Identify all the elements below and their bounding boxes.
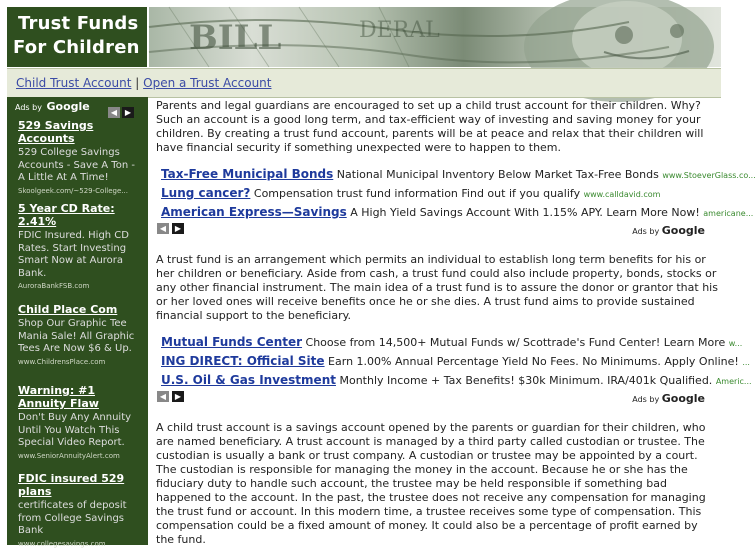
- inline-ad-title[interactable]: ING DIRECT: Official Site: [161, 354, 325, 368]
- inline-ad-title[interactable]: U.S. Oil & Gas Investment: [161, 373, 336, 387]
- inline-ad-url[interactable]: www.StoeverGlass.co...: [662, 171, 756, 180]
- inline-ad[interactable]: [161, 205, 754, 219]
- inline-ad-title[interactable]: American Express—Savings: [161, 205, 347, 219]
- sidebar-ad-desc: FDIC Insured. High CD Rates. Start Investing Smart Now at Aurora Bank.: [18, 230, 129, 279]
- inline-ad-desc: Choose from 14,500+ Mutual Funds w/ Scottrade's Fund Center! Learn More: [305, 336, 726, 349]
- inline-ad-url[interactable]: americane...: [703, 209, 754, 218]
- prev-arrow-icon[interactable]: ◀: [157, 391, 169, 402]
- article-paragraph: A trust fund is an arrangement which permits an individual to establish long term benefits for his or her children or beneficiary. Aside from cash, a trust fund could also include property, bonds, stocks or any other financial instrument. The main idea of a trust fund is to assure the donor or grantor that his or her loved ones will receive benefits once he or she dies. A trust fund aims to provide sustained financial support to the beneficiary.: [156, 253, 718, 322]
- nav-link-child-trust-account[interactable]: Child Trust Account: [16, 76, 132, 90]
- inline-ad-url[interactable]: www.calldavid.com: [583, 190, 661, 199]
- ads-by-google-label[interactable]: [15, 100, 90, 113]
- inline-ad-url[interactable]: w...: [728, 339, 743, 348]
- sidebar-ad[interactable]: [18, 119, 140, 195]
- nav-bar: [7, 68, 721, 98]
- sidebar-ad-desc: Shop Our Graphic Tee Mania Sale! All Graphic Tees Are Now $6 & Up.: [18, 318, 135, 355]
- ad-nav-bar: [157, 223, 705, 237]
- inline-ad-desc: A High Yield Savings Account With 1.15% APY. Learn More Now!: [350, 206, 700, 219]
- google-logo: Google: [661, 392, 705, 405]
- inline-ad-desc: National Municipal Inventory Below Market Tax-Free Bonds: [336, 168, 659, 181]
- sidebar-ad-title[interactable]: Warning: #1 Annuity Flaw: [18, 384, 99, 410]
- ads-by-text: Ads by: [632, 395, 660, 404]
- sidebar-ad-title[interactable]: Child Place Com: [18, 303, 118, 316]
- google-logo: Google: [661, 224, 705, 237]
- site-title-line1: Trust Funds: [18, 13, 139, 34]
- page-header: [0, 0, 727, 68]
- site-logo[interactable]: [7, 7, 147, 67]
- inline-ad-url[interactable]: Americ...: [715, 377, 752, 386]
- sidebar-ad-desc: 529 College Savings Accounts - Save A Ton - A Little At A Time!: [18, 147, 135, 184]
- sidebar-ad[interactable]: [18, 384, 140, 460]
- ad-nav-bar: [157, 391, 705, 405]
- inline-ad-desc: Monthly Income + Tax Benefits! $30k Minimum. IRA/401k Qualified.: [339, 374, 713, 387]
- inline-ad[interactable]: [161, 335, 743, 349]
- sidebar-ad[interactable]: [18, 202, 140, 290]
- inline-ad-title[interactable]: Mutual Funds Center: [161, 335, 303, 349]
- sidebar-ad-desc: Don't Buy Any Annuity Until You Watch This Special Video Report.: [18, 412, 132, 449]
- next-arrow-icon[interactable]: ▶: [172, 391, 184, 402]
- inline-ad[interactable]: [161, 373, 752, 387]
- sidebar-ad-url[interactable]: Skoolgeek.com/~529-College...: [18, 186, 128, 195]
- inline-ad-title[interactable]: Tax-Free Municipal Bonds: [161, 167, 334, 181]
- sidebar-ad[interactable]: [18, 472, 140, 548]
- sidebar-ad-url[interactable]: AuroraBankFSB.com: [18, 282, 90, 291]
- sidebar-ads: [7, 97, 148, 548]
- ads-by-google-label[interactable]: [632, 392, 705, 407]
- inline-ad-desc: Earn 1.00% Annual Percentage Yield No Fees. No Minimums. Apply Online!: [328, 355, 739, 368]
- google-logo: Google: [46, 100, 90, 113]
- sidebar-ad-url[interactable]: www.ChildrensPlace.com: [18, 357, 106, 366]
- inline-ad-desc: Compensation trust fund information Find out if you qualify: [253, 187, 581, 200]
- article-paragraph: A child trust account is a savings account opened by the parents or guardian for their children, who are named beneficiary. A trust account is managed by a third party called custodian or trustee. The custodian is usually a bank or trust company. A custodian or trustee may be appointed by a court. The custodian is responsible for managing the money in the account. Because he or she has the fiduciary duty to handle such account, the trustee may be held responsible if something bad happened to the account. In the past, the trustee does not receive any compensation for managing the trust fund or account. In this modern time, a trustee receives some type of compensation. This compensation could be a fixed amount of money. It could also be a percentage of profit earned by the fund.: [156, 421, 706, 546]
- inline-ad-url[interactable]: ...: [742, 358, 750, 367]
- nav-separator: |: [135, 76, 140, 90]
- ads-by-text: Ads by: [632, 227, 660, 236]
- sidebar-ad-title[interactable]: FDIC insured 529 plans: [18, 472, 125, 498]
- site-title-line2: For Children: [13, 37, 140, 58]
- prev-arrow-icon[interactable]: ◀: [108, 107, 120, 118]
- ads-by-text: Ads by: [15, 103, 42, 112]
- sidebar-ad[interactable]: [18, 303, 140, 366]
- banner-image: [149, 7, 721, 67]
- article-paragraph: Parents and legal guardians are encouraged to set up a child trust account for their children. Why? Such an account is a good long term, and tax-efficient way of investing and saving money for your children. By creating a trust fund account, parents will be at peace and relax that their children will have financial security if something unexpected were to happen to them.: [156, 99, 704, 154]
- prev-arrow-icon[interactable]: ◀: [157, 223, 169, 234]
- inline-ad[interactable]: [161, 186, 709, 200]
- ads-by-google-label[interactable]: [632, 224, 705, 239]
- sidebar-ad-url[interactable]: www.collegesavings.com: [18, 539, 106, 548]
- sidebar-ad-desc: certificates of deposit from College Savings Bank: [18, 500, 127, 537]
- sidebar-ad-title[interactable]: 529 Savings Accounts: [18, 119, 94, 145]
- sidebar-ad-title[interactable]: 5 Year CD Rate: 2.41%: [18, 202, 115, 228]
- next-arrow-icon[interactable]: ▶: [122, 107, 134, 118]
- next-arrow-icon[interactable]: ▶: [172, 223, 184, 234]
- inline-ad-title[interactable]: Lung cancer?: [161, 186, 251, 200]
- sidebar-ad-url[interactable]: www.SeniorAnnuityAlert.com: [18, 451, 120, 460]
- inline-ad[interactable]: [161, 354, 750, 368]
- inline-ad[interactable]: [161, 167, 756, 181]
- nav-link-open-trust-account[interactable]: Open a Trust Account: [143, 76, 272, 90]
- svg-text:DERAL: DERAL: [359, 18, 440, 43]
- svg-text:BILL: BILL: [189, 18, 282, 58]
